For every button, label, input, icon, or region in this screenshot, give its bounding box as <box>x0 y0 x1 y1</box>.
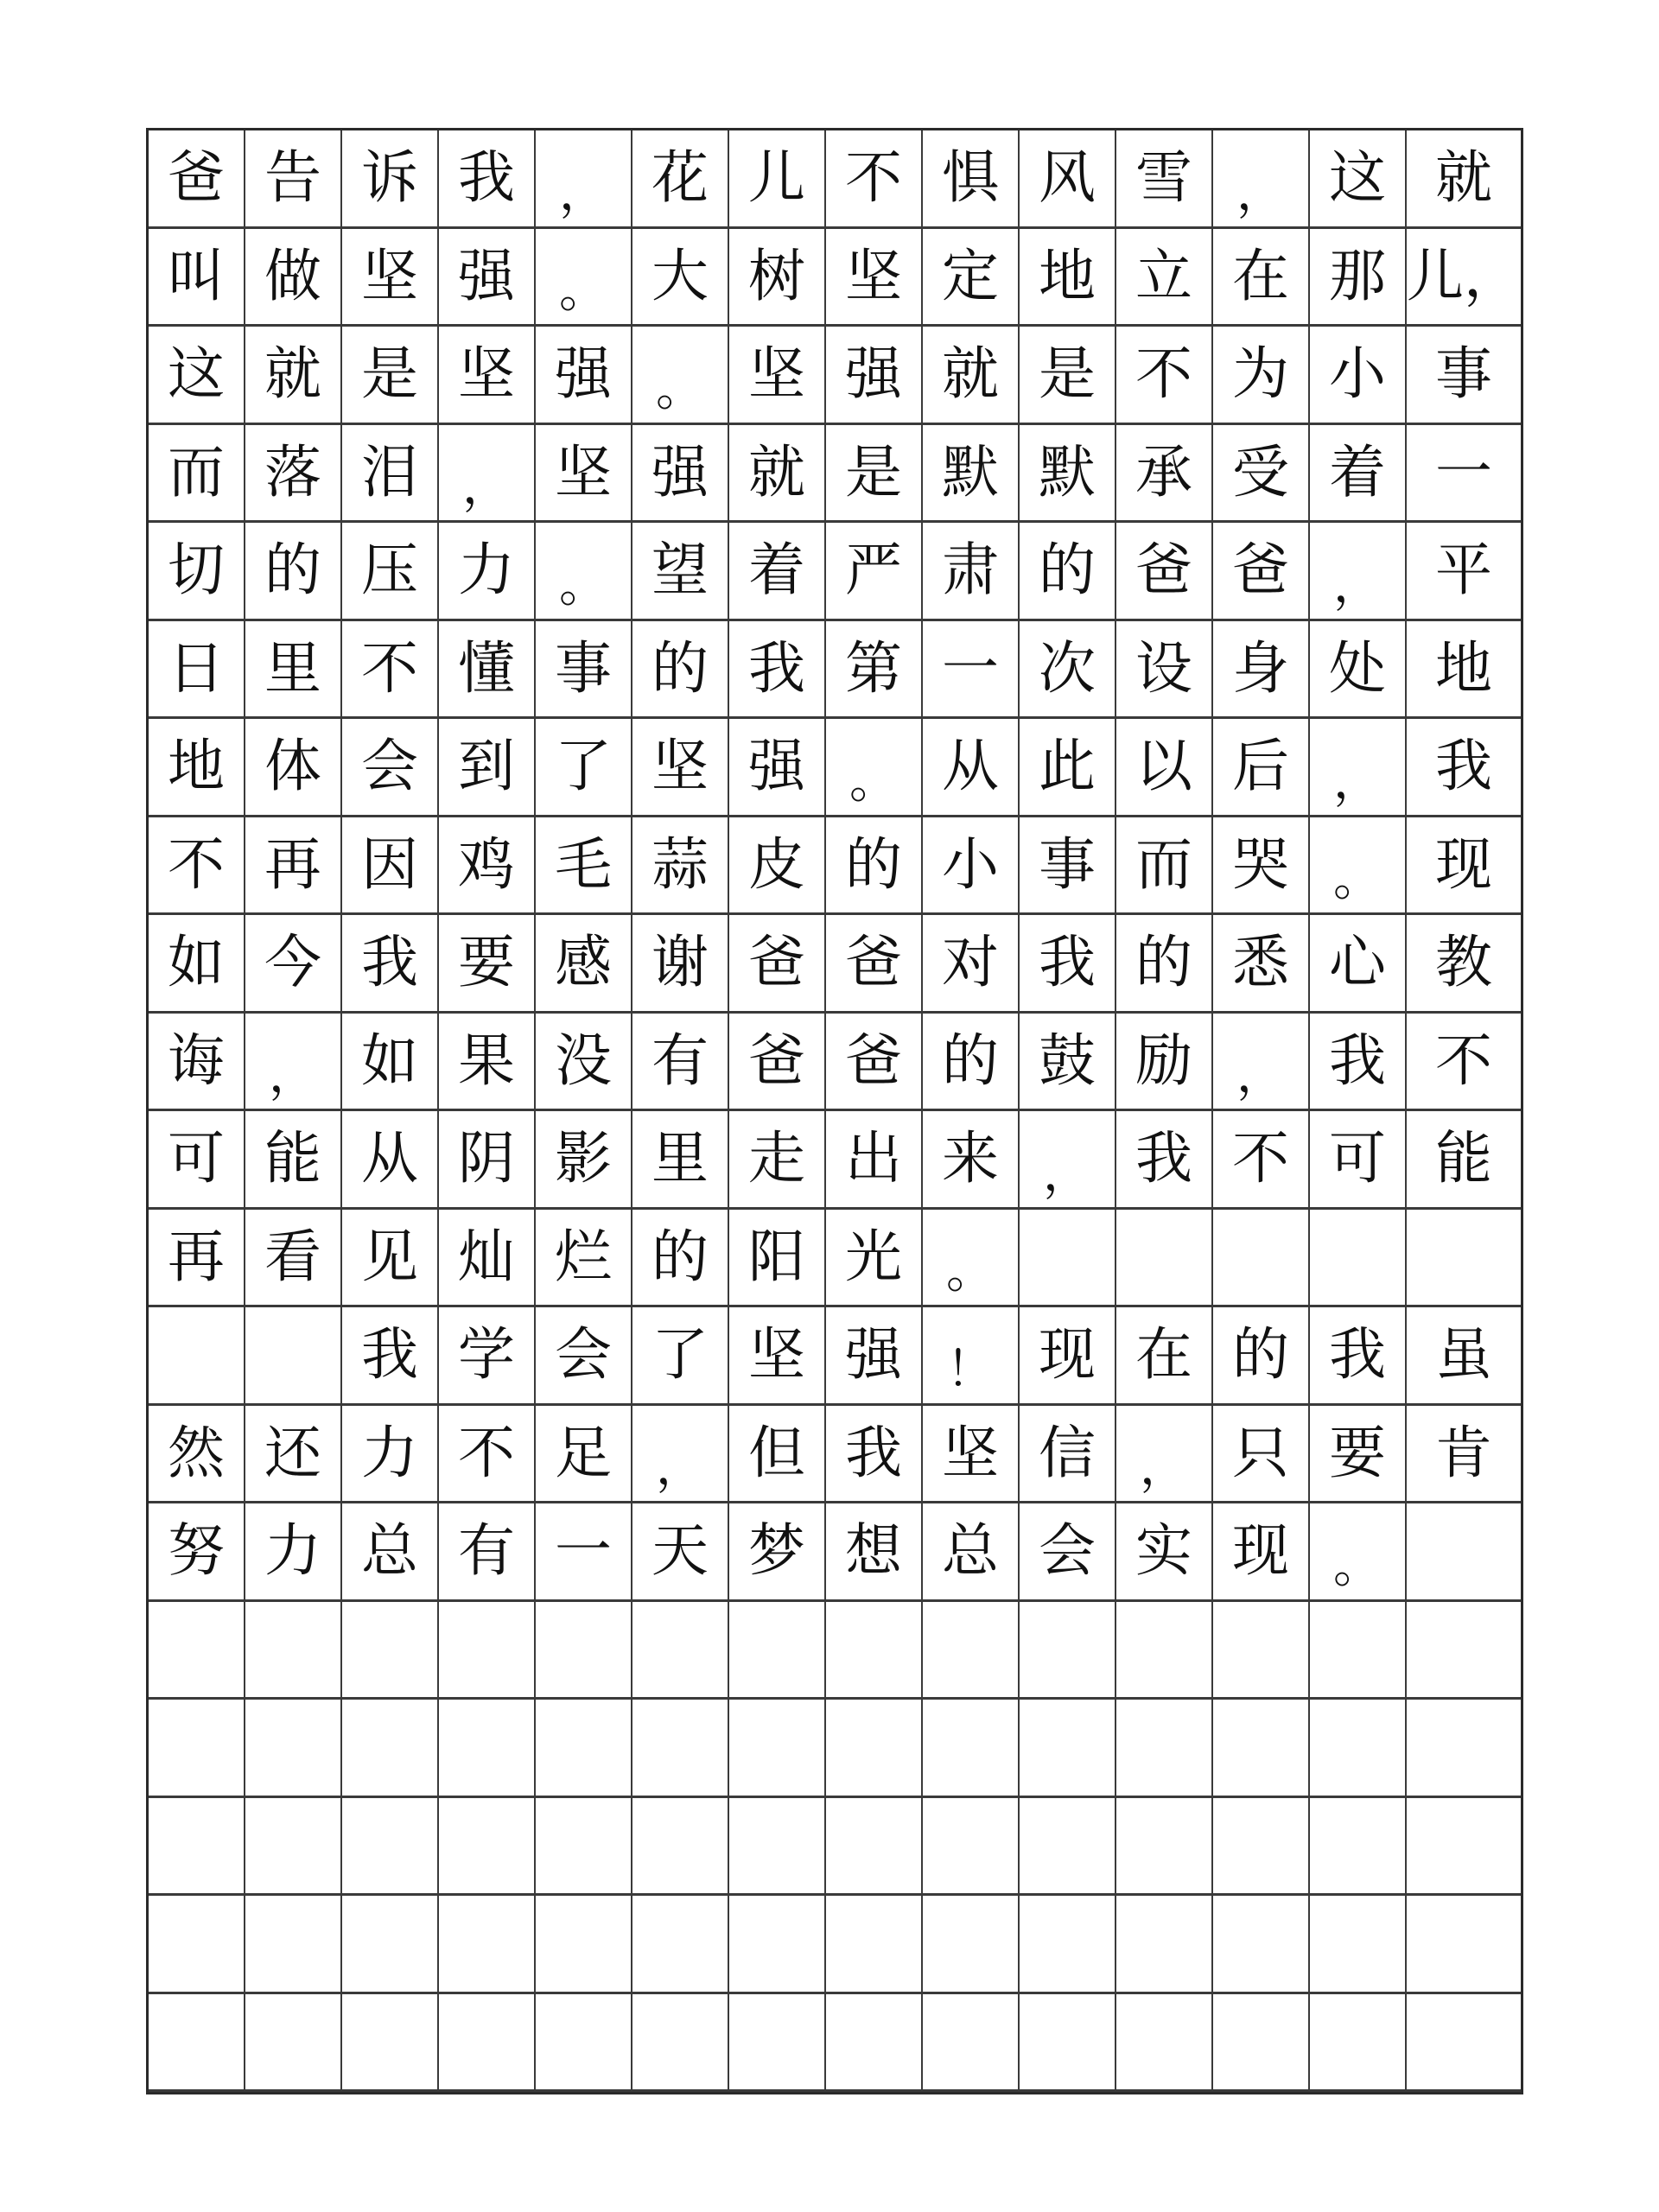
grid-cell <box>1407 1798 1521 1897</box>
grid-cell <box>632 1896 729 1994</box>
grid-cell: 而 <box>1116 817 1213 916</box>
grid-cell: 了 <box>632 1307 729 1406</box>
grid-cell <box>729 1798 826 1897</box>
grid-cell <box>1116 1896 1213 1994</box>
grid-cell: 的 <box>1213 1307 1310 1406</box>
grid-cell <box>923 1798 1020 1897</box>
grid-cell: 就 <box>1407 130 1521 229</box>
grid-cell: 事 <box>1020 817 1116 916</box>
grid-cell <box>245 1700 342 1798</box>
grid-cell: 里 <box>632 1111 729 1210</box>
grid-cell <box>1116 1210 1213 1308</box>
grid-cell <box>1020 1602 1116 1700</box>
grid-cell: 体 <box>245 719 342 817</box>
grid-cell <box>149 1602 245 1700</box>
grid-cell <box>632 1798 729 1897</box>
grid-cell: 后 <box>1213 719 1310 817</box>
grid-cell: 的 <box>245 523 342 621</box>
grid-cell: 这 <box>1310 130 1407 229</box>
grid-cell <box>1407 1994 1521 2093</box>
grid-cell: 坚 <box>632 719 729 817</box>
grid-cell: 总 <box>342 1503 439 1602</box>
grid-cell: 有 <box>632 1014 729 1112</box>
grid-cell <box>1020 1798 1116 1897</box>
grid-cell: 我 <box>1310 1014 1407 1112</box>
grid-cell: 走 <box>729 1111 826 1210</box>
grid-cell: 身 <box>1213 621 1310 720</box>
grid-cell: 了 <box>536 719 632 817</box>
grid-cell <box>729 1602 826 1700</box>
grid-cell <box>1407 1896 1521 1994</box>
grid-cell <box>1116 1994 1213 2093</box>
grid-cell: 蒜 <box>632 817 729 916</box>
grid-cell: 一 <box>1407 425 1521 524</box>
grid-cell: 地 <box>1407 621 1521 720</box>
grid-cell: 灿 <box>439 1210 536 1308</box>
grid-cell <box>1020 1896 1116 1994</box>
grid-cell: 力 <box>439 523 536 621</box>
grid-cell <box>1116 1602 1213 1700</box>
grid-cell: 天 <box>632 1503 729 1602</box>
grid-cell: 爸 <box>826 1014 923 1112</box>
grid-cell: 毛 <box>536 817 632 916</box>
grid-cell: 。 <box>1310 1503 1407 1602</box>
grid-cell: 努 <box>149 1503 245 1602</box>
grid-cell: 我 <box>342 915 439 1014</box>
grid-cell <box>1407 1503 1521 1602</box>
grid-cell: 坚 <box>342 229 439 327</box>
grid-cell: 光 <box>826 1210 923 1308</box>
grid-cell <box>923 1994 1020 2093</box>
grid-cell: 能 <box>245 1111 342 1210</box>
grid-cell: 力 <box>245 1503 342 1602</box>
grid-cell <box>1310 1602 1407 1700</box>
grid-cell: 皮 <box>729 817 826 916</box>
grid-cell: 树 <box>729 229 826 327</box>
grid-cell: 这 <box>149 327 245 425</box>
grid-cell: 花 <box>632 130 729 229</box>
grid-cell <box>826 1602 923 1700</box>
grid-cell: 不 <box>1407 1014 1521 1112</box>
grid-cell: 如 <box>342 1014 439 1112</box>
grid-cell <box>149 1798 245 1897</box>
grid-cell <box>923 1896 1020 1994</box>
grid-cell <box>923 1700 1020 1798</box>
grid-cell: 今 <box>245 915 342 1014</box>
grid-cell <box>536 1602 632 1700</box>
grid-cell: 我 <box>342 1307 439 1406</box>
grid-cell <box>1213 1798 1310 1897</box>
grid-cell: 不 <box>149 817 245 916</box>
grid-cell: 坚 <box>923 1406 1020 1504</box>
grid-cell: 爸 <box>1213 523 1310 621</box>
grid-cell: 现 <box>1213 1503 1310 1602</box>
grid-cell: ， <box>632 1406 729 1504</box>
grid-cell: 会 <box>536 1307 632 1406</box>
grid-cell <box>149 1307 245 1406</box>
grid-cell: 做 <box>245 229 342 327</box>
grid-cell: 信 <box>1020 1406 1116 1504</box>
grid-cell: 诲 <box>149 1014 245 1112</box>
grid-cell: 因 <box>342 817 439 916</box>
grid-cell: 告 <box>245 130 342 229</box>
grid-cell: 可 <box>149 1111 245 1210</box>
grid-cell: 励 <box>1116 1014 1213 1112</box>
grid-cell <box>1020 1700 1116 1798</box>
grid-cell: 感 <box>536 915 632 1014</box>
grid-cell: 。 <box>536 229 632 327</box>
manuscript-grid <box>146 128 1523 2094</box>
grid-cell: 我 <box>729 621 826 720</box>
grid-cell: 但 <box>729 1406 826 1504</box>
grid-cell: 切 <box>149 523 245 621</box>
grid-cell <box>1213 1896 1310 1994</box>
grid-cell: 阳 <box>729 1210 826 1308</box>
grid-cell <box>1213 1210 1310 1308</box>
grid-cell <box>1407 1602 1521 1700</box>
grid-cell: 然 <box>149 1406 245 1504</box>
grid-cell: 从 <box>342 1111 439 1210</box>
grid-cell: 里 <box>245 621 342 720</box>
grid-cell: ， <box>1310 523 1407 621</box>
grid-cell: 谢 <box>632 915 729 1014</box>
grid-cell <box>632 1994 729 2093</box>
grid-cell: 。 <box>1310 817 1407 916</box>
grid-cell: 足 <box>536 1406 632 1504</box>
grid-cell <box>245 1307 342 1406</box>
grid-cell <box>729 1896 826 1994</box>
grid-cell <box>1407 1210 1521 1308</box>
grid-cell: ， <box>1213 130 1310 229</box>
grid-cell: 为 <box>1213 327 1310 425</box>
grid-cell: 学 <box>439 1307 536 1406</box>
grid-cell <box>342 1700 439 1798</box>
grid-cell: 要 <box>1310 1406 1407 1504</box>
grid-cell: 要 <box>439 915 536 1014</box>
grid-cell <box>245 1994 342 2093</box>
grid-cell <box>1020 1210 1116 1308</box>
grid-cell <box>826 1994 923 2093</box>
grid-cell: 强 <box>729 719 826 817</box>
grid-cell: 看 <box>245 1210 342 1308</box>
grid-cell: 就 <box>245 327 342 425</box>
grid-cell: 。 <box>536 523 632 621</box>
grid-cell: 会 <box>1020 1503 1116 1602</box>
grid-cell: 鸡 <box>439 817 536 916</box>
grid-cell: 教 <box>1407 915 1521 1014</box>
grid-cell: 望 <box>632 523 729 621</box>
grid-cell <box>1020 1994 1116 2093</box>
grid-cell: ， <box>1116 1406 1213 1504</box>
grid-cell: 能 <box>1407 1111 1521 1210</box>
grid-cell <box>149 1896 245 1994</box>
grid-cell: 可 <box>1310 1111 1407 1210</box>
grid-cell: 承 <box>1116 425 1213 524</box>
grid-cell <box>439 1700 536 1798</box>
grid-cell <box>1213 1602 1310 1700</box>
grid-cell: 心 <box>1310 915 1407 1014</box>
grid-cell: 阴 <box>439 1111 536 1210</box>
grid-cell: 严 <box>826 523 923 621</box>
grid-cell: 强 <box>826 327 923 425</box>
grid-cell <box>632 1700 729 1798</box>
grid-cell: 日 <box>149 621 245 720</box>
grid-cell: 果 <box>439 1014 536 1112</box>
grid-cell <box>1310 1210 1407 1308</box>
grid-cell: 雪 <box>1116 130 1213 229</box>
grid-cell: 是 <box>342 327 439 425</box>
grid-cell: 平 <box>1407 523 1521 621</box>
grid-cell: 没 <box>536 1014 632 1112</box>
grid-cell: 坚 <box>729 327 826 425</box>
grid-cell: 叫 <box>149 229 245 327</box>
grid-cell: 不 <box>342 621 439 720</box>
grid-cell: 再 <box>245 817 342 916</box>
grid-cell: 坚 <box>536 425 632 524</box>
grid-cell: 的 <box>632 1210 729 1308</box>
grid-cell: 坚 <box>729 1307 826 1406</box>
grid-cell: 是 <box>826 425 923 524</box>
grid-cell: 小 <box>923 817 1020 916</box>
grid-cell <box>536 1994 632 2093</box>
grid-cell: 风 <box>1020 130 1116 229</box>
grid-cell: 的 <box>826 817 923 916</box>
grid-cell: 不 <box>1116 327 1213 425</box>
grid-cell: 事 <box>536 621 632 720</box>
grid-cell: 着 <box>729 523 826 621</box>
grid-cell: 爸 <box>729 915 826 1014</box>
grid-cell <box>1213 1994 1310 2093</box>
grid-cell: 。 <box>923 1210 1020 1308</box>
grid-cell <box>729 1700 826 1798</box>
grid-cell: 从 <box>923 719 1020 817</box>
grid-cell: 在 <box>1213 229 1310 327</box>
grid-cell: 默 <box>923 425 1020 524</box>
grid-cell: 见 <box>342 1210 439 1308</box>
grid-cell: 在 <box>1116 1307 1213 1406</box>
grid-cell <box>439 1602 536 1700</box>
grid-cell <box>342 1798 439 1897</box>
grid-cell: 爸 <box>1116 523 1213 621</box>
grid-cell: 。 <box>632 327 729 425</box>
grid-cell: 次 <box>1020 621 1116 720</box>
grid-cell: 我 <box>439 130 536 229</box>
grid-cell: 有 <box>439 1503 536 1602</box>
grid-cell: 第 <box>826 621 923 720</box>
grid-cell: 的 <box>1116 915 1213 1014</box>
grid-cell: ， <box>1213 1014 1310 1112</box>
grid-cell: 小 <box>1310 327 1407 425</box>
grid-cell: ， <box>245 1014 342 1112</box>
grid-cell: ， <box>439 425 536 524</box>
grid-cell: 压 <box>342 523 439 621</box>
grid-cell: 梦 <box>729 1503 826 1602</box>
grid-cell: ！ <box>923 1307 1020 1406</box>
grid-cell: 我 <box>1310 1307 1407 1406</box>
grid-cell: 悉 <box>1213 915 1310 1014</box>
grid-cell <box>342 1896 439 1994</box>
grid-cell <box>245 1798 342 1897</box>
grid-cell: 只 <box>1213 1406 1310 1504</box>
grid-cell: 诉 <box>342 130 439 229</box>
grid-cell: 的 <box>1020 523 1116 621</box>
grid-cell: 力 <box>342 1406 439 1504</box>
grid-cell: 到 <box>439 719 536 817</box>
grid-cell: 强 <box>632 425 729 524</box>
grid-cell: 对 <box>923 915 1020 1014</box>
grid-cell: 鼓 <box>1020 1014 1116 1112</box>
grid-cell: 强 <box>536 327 632 425</box>
grid-cell: 坚 <box>826 229 923 327</box>
grid-cell: 我 <box>826 1406 923 1504</box>
grid-cell: 肯 <box>1407 1406 1521 1504</box>
grid-cell: 哭 <box>1213 817 1310 916</box>
grid-cell: ， <box>1020 1111 1116 1210</box>
grid-cell: 烂 <box>536 1210 632 1308</box>
grid-cell: 不 <box>826 130 923 229</box>
grid-cell: 立 <box>1116 229 1213 327</box>
grid-cell <box>245 1896 342 1994</box>
grid-cell: 默 <box>1020 425 1116 524</box>
grid-cell <box>826 1896 923 1994</box>
grid-cell <box>536 1798 632 1897</box>
grid-cell <box>632 1602 729 1700</box>
grid-cell: 事 <box>1407 327 1521 425</box>
grid-cell <box>536 1700 632 1798</box>
grid-cell: 还 <box>245 1406 342 1504</box>
grid-cell: 如 <box>149 915 245 1014</box>
grid-cell <box>1116 1798 1213 1897</box>
grid-cell <box>1310 1896 1407 1994</box>
grid-cell: 惧 <box>923 130 1020 229</box>
grid-cell: 一 <box>923 621 1020 720</box>
grid-cell: 不 <box>1213 1111 1310 1210</box>
grid-cell <box>342 1994 439 2093</box>
grid-cell: 以 <box>1116 719 1213 817</box>
grid-cell: 那 <box>1310 229 1407 327</box>
grid-cell <box>1116 1700 1213 1798</box>
grid-cell <box>245 1602 342 1700</box>
grid-cell: 强 <box>439 229 536 327</box>
grid-cell: 现 <box>1407 817 1521 916</box>
grid-cell <box>826 1798 923 1897</box>
grid-cell <box>149 1994 245 2093</box>
grid-cell <box>342 1602 439 1700</box>
grid-cell: 肃 <box>923 523 1020 621</box>
grid-cell: 我 <box>1116 1111 1213 1210</box>
grid-cell: 泪 <box>342 425 439 524</box>
grid-cell: 虽 <box>1407 1307 1521 1406</box>
grid-cell: ， <box>536 130 632 229</box>
grid-cell <box>1310 1994 1407 2093</box>
grid-cell: 定 <box>923 229 1020 327</box>
grid-cell: 现 <box>1020 1307 1116 1406</box>
grid-cell <box>439 1994 536 2093</box>
grid-cell: 受 <box>1213 425 1310 524</box>
grid-cell: 就 <box>729 425 826 524</box>
grid-cell: 大 <box>632 229 729 327</box>
grid-cell <box>1310 1798 1407 1897</box>
grid-cell: 我 <box>1407 719 1521 817</box>
grid-cell: 设 <box>1116 621 1213 720</box>
grid-cell: 强 <box>826 1307 923 1406</box>
grid-cell: 出 <box>826 1111 923 1210</box>
grid-cell <box>536 1896 632 1994</box>
grid-cell: 地 <box>1020 229 1116 327</box>
grid-cell: 。 <box>826 719 923 817</box>
grid-cell: 的 <box>923 1014 1020 1112</box>
grid-cell: 此 <box>1020 719 1116 817</box>
grid-cell: 的 <box>632 621 729 720</box>
grid-cell: 而 <box>149 425 245 524</box>
grid-cell: 就 <box>923 327 1020 425</box>
grid-cell <box>729 1994 826 2093</box>
grid-cell: 爸 <box>826 915 923 1014</box>
grid-cell: 爸 <box>149 130 245 229</box>
grid-cell: 处 <box>1310 621 1407 720</box>
grid-cell: 儿， <box>1407 229 1521 327</box>
grid-cell: 着 <box>1310 425 1407 524</box>
grid-cell: 地 <box>149 719 245 817</box>
grid-cell: 总 <box>923 1503 1020 1602</box>
grid-cell: 不 <box>439 1406 536 1504</box>
grid-cell: 再 <box>149 1210 245 1308</box>
grid-cell: 会 <box>342 719 439 817</box>
grid-cell: 是 <box>1020 327 1116 425</box>
grid-cell: 实 <box>1116 1503 1213 1602</box>
grid-cell: ， <box>1310 719 1407 817</box>
grid-cell: 懂 <box>439 621 536 720</box>
grid-cell: 一 <box>536 1503 632 1602</box>
grid-cell: 坚 <box>439 327 536 425</box>
grid-cell: 影 <box>536 1111 632 1210</box>
grid-cell <box>149 1700 245 1798</box>
grid-cell: 我 <box>1020 915 1116 1014</box>
grid-cell: 儿 <box>729 130 826 229</box>
grid-cell: 落 <box>245 425 342 524</box>
grid-cell: 来 <box>923 1111 1020 1210</box>
grid-cell <box>1407 1700 1521 1798</box>
grid-cell <box>1213 1700 1310 1798</box>
grid-cell: 爸 <box>729 1014 826 1112</box>
grid-cell <box>1310 1700 1407 1798</box>
grid-cell <box>923 1602 1020 1700</box>
grid-cell <box>439 1798 536 1897</box>
grid-cell <box>826 1700 923 1798</box>
grid-cell <box>439 1896 536 1994</box>
grid-cell: 想 <box>826 1503 923 1602</box>
